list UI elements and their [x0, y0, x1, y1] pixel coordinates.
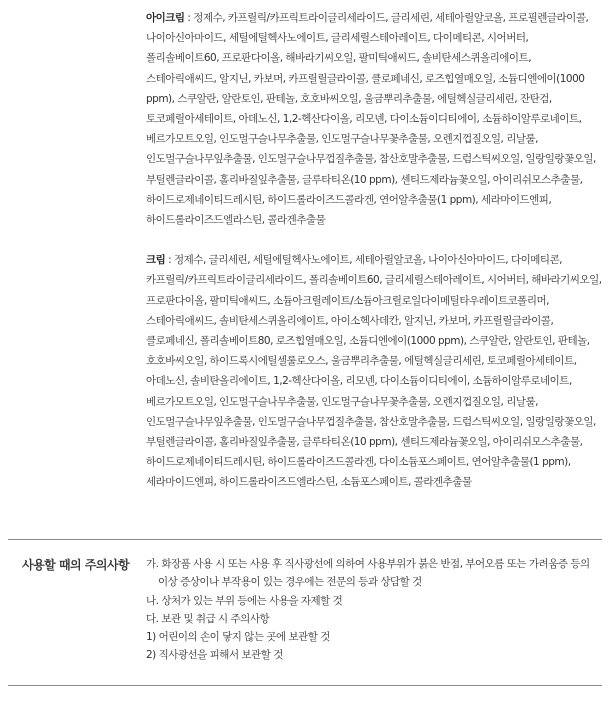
product-name: 크림	[146, 254, 166, 267]
ingredients-section	[146, 8, 602, 493]
caution-item: 나. 상처가 있는 부위 등에는 사용을 자제할 것	[146, 594, 343, 607]
product-name: 아이크림	[146, 12, 185, 24]
section-divider	[8, 539, 602, 540]
caution-item: 1) 어린이의 손이 닿지 않는 곳에 보관할 것	[146, 631, 330, 644]
caution-item: 2) 직사광선을 피해서 보관할 것	[146, 649, 283, 662]
ingredient-list-text: 정제수, 글리세린, 세틸에틸헥사노에이트, 세테아릴알코올, 나이아신아마이드, 다이메티콘, 카프릴릭/카프릭트라이글리세라이드, 폴리솔베이트60, 글리세릴스테아레이트, 시어버터, 해바라기씨오일, 프로판다이올, 팔미틱애씨드, 소듐아크릴레이트/소듐아크릴로일다이메틸타우레이트코폴리머, 스테아릭애씨드, 솔비탄세스퀴올리에이트, 아이소헥사데칸, 알지닌, 카보머, 카프릴릴글라이콜, 클로페네신, 폴리솔베이트80, 로즈힙열매오일, 소듐디엔에이(1000 ppm), 스쿠알란, 알란토인, 판테놀, 호호바씨오일, 하이드록시에틸셀룰로오스, 울금뿌리추출물, 에틸헥실글리세린, 토코페릴아세테이트, 아데노신, 솔비탄올리에이트, 1,2-헥산다이올, 리모넨, 다이소듐이디티에이, 소듐하이알루로네이트, 베르가모트오일, 인도멀구슬나무추출물, 인도멀구슬나무꽃추출물, 오렌지껍질오일, 리날룰, 인도멀구슬나무잎추출물, 인도멀구슬나무껍질추출물, 참산호말추출물, 드럼스틱씨오일, 일랑일랑꽃오일, 부틸렌글라이콜, 홀리바질잎추출물, 글루타티온(10 ppm), 센티드제라늄꽃오일, 아이리쉬모스추출물, 하이드로제네이티드레시틴, 하이드롤라이즈드콜라겐, 다이소듐포스페이트, 연어알추출물(1 ppm), 세라마이드엔피, 하이드롤라이즈드엘라스틴, 소듐포스페이트, 콜라겐추출물	[146, 254, 602, 489]
label-separator: :	[184, 12, 194, 24]
caution-item: 가. 화장품 사용 시 또는 사용 후 직사광선에 의하여 사용부위가 붉은 반점, 부어오름 또는 가려움증 등의 이상 증상이나 부작용이 있는 경우에는 전문의 등과 상담할 것	[146, 558, 590, 589]
section-divider-bottom	[8, 685, 602, 686]
caution-item: 다. 보관 및 취급 시 주의사항	[146, 612, 270, 625]
label-separator: :	[165, 254, 175, 267]
ingredient-paragraph-eye-cream	[146, 8, 602, 230]
ingredient-list-text: 정제수, 카프릴릭/카프릭트라이글리세라이드, 글리세린, 세테아릴알코올, 프로필렌글라이콜, 나이아신아마이드, 세틸에틸헥사노에이트, 글리세릴스테아레이트, 다이메티콘, 시어버터, 폴리솔베이트60, 프로판다이올, 해바라기씨오일, 팔미틱애씨드, 솔비탄세스퀴올리에이트, 스테아릭애씨드, 알지닌, 카보머, 카프릴릴글라이콜, 클로페네신, 로즈힙열매오일, 소듐디엔에이(1000 ppm), 스쿠알란, 알란토인, 판테놀, 호호바씨오일, 울금뿌리추출물, 에틸헥실글리세린, 잔탄검, 토코페릴아세테이트, 아데노신, 1,2-헥산다이올, 리모넨, 다이소듐이디티에이, 소듐하이알루로네이트, 베르가모트오일, 인도멀구슬나무추출물, 인도멀구슬나무꽃추출물, 오렌지껍질오일, 리날룰, 인도멀구슬나무잎추출물, 인도멀구슬나무껍질추출물, 참산호말추출물, 드럼스틱씨오일, 일랑일랑꽃오일, 부틸렌글라이콜, 홀리바질잎추출물, 글루타티온(10 ppm), 센티드제라늄꽃오일, 아이리쉬모스추출물, 하이드로제네이티드레시틴, 하이드롤라이즈드콜라겐, 연어알추출물(1 ppm), 세라마이드엔피, 하이드롤라이즈드엘라스틴, 콜라겐추출물	[146, 12, 596, 227]
ingredient-paragraph-cream	[146, 250, 602, 492]
caution-title: 사용할 때의 주의사항	[22, 558, 130, 572]
caution-list	[146, 555, 602, 665]
